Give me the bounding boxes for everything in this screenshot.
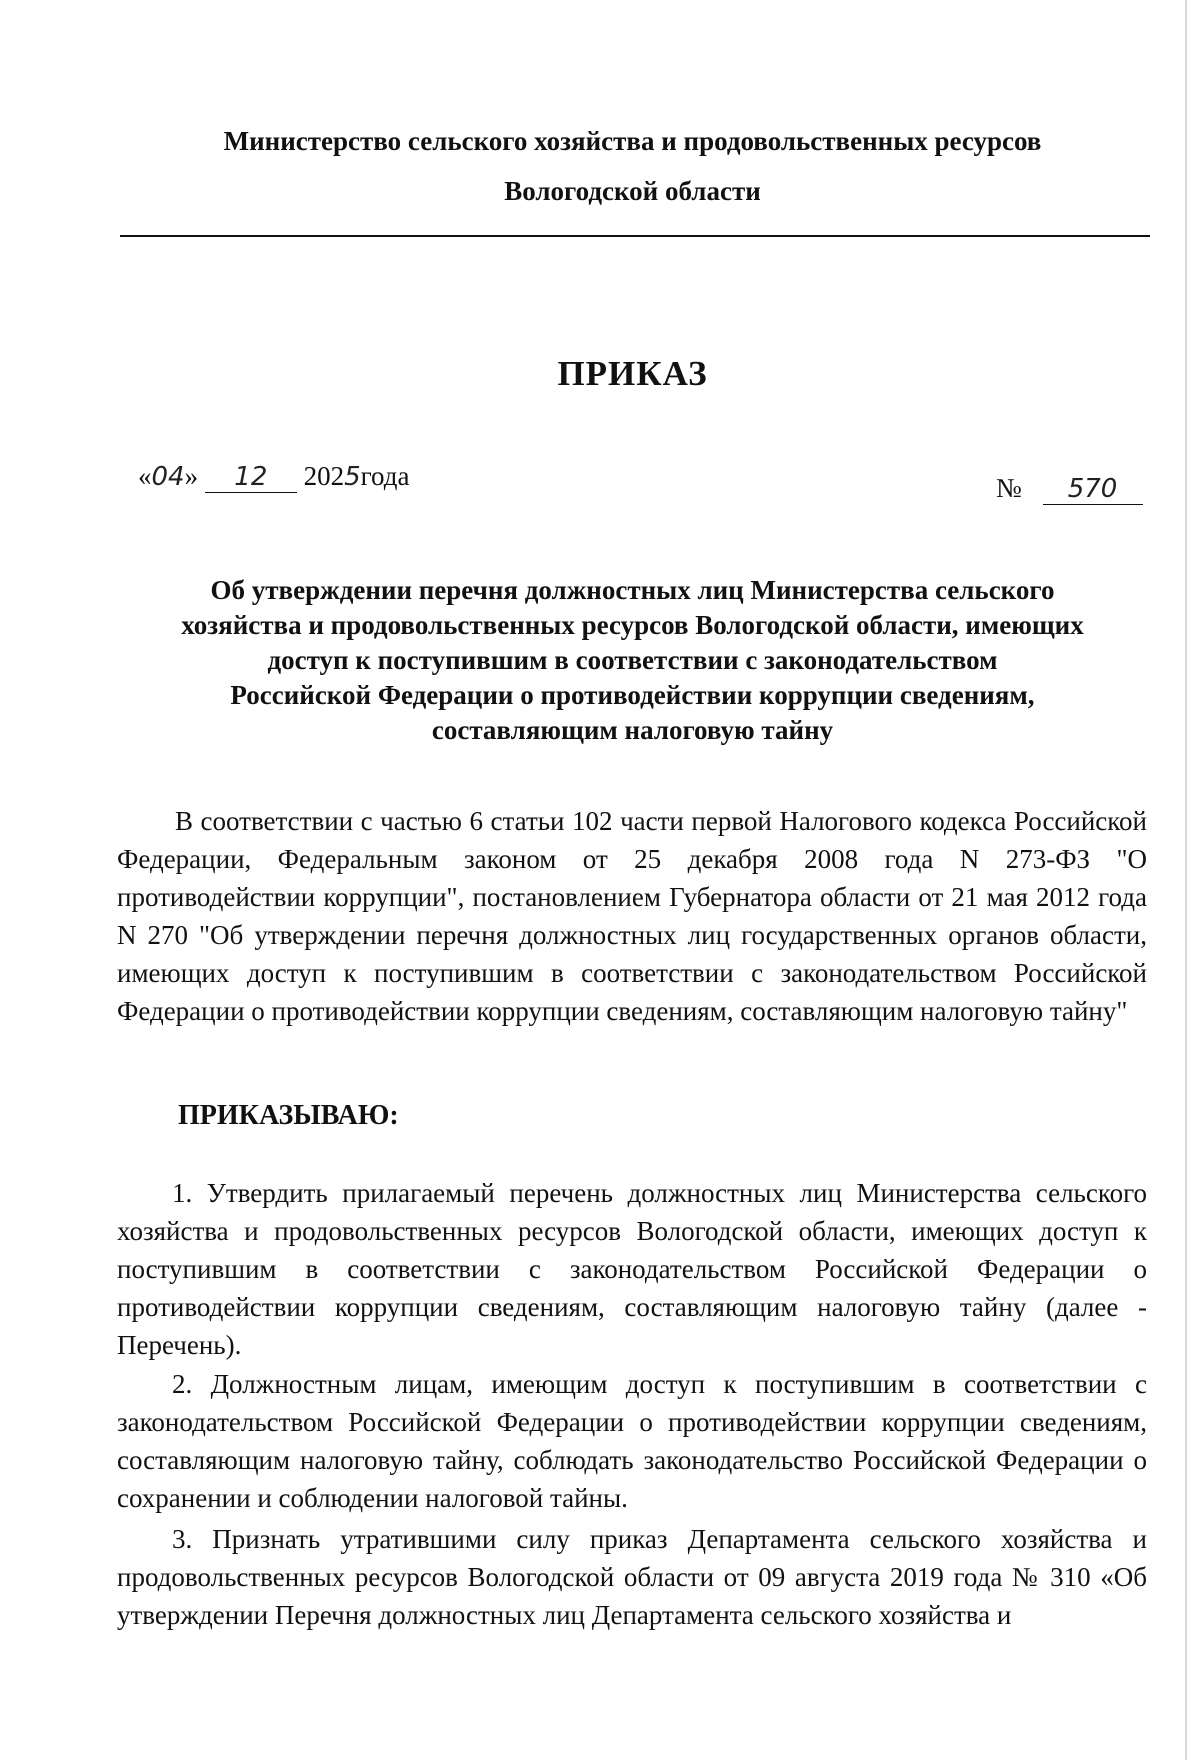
date-day-handwritten: 04 [151,462,185,492]
order-subject [120,573,1145,748]
order-directive-heading: ПРИКАЗЫВАЮ: [178,1100,399,1131]
date-open-quote: « [138,461,152,491]
organization-name-line1: Министерство сельского хозяйства и продовольственных ресурсов [223,126,1042,156]
header-divider [120,235,1150,237]
date-year-handwritten: 5 [344,462,361,492]
subject-line: составляющим налоговую тайну [431,715,834,745]
date-month-handwritten: 12 [205,462,297,493]
date-year-suffix: года [360,461,410,491]
order-item-1: 1. Утвердить прилагаемый перечень должностных лиц Министерства сельского хозяйства и продовольственных ресурсов Вологодской области, имеющих доступ к поступившим в соответствии с законодательством Российской Федерации о противодействии коррупции сведениям, составляющим налоговую тайну (далее - Перечень). [117,1178,1147,1360]
subject-line: Об утверждении перечня должностных лиц Министерства сельского [210,575,1055,605]
number-label: № [996,473,1022,503]
subject-line: доступ к поступившим в соответствии с законодательством [267,645,998,675]
order-item-2: 2. Должностным лицам, имеющим доступ к поступившим в соответствии с законодательством Российской Федерации о противодействии коррупции сведениям, составляющим налоговую тайну, соблюдать законодательство Российской Федерации о сохранении и соблюдении налоговой тайны. [117,1369,1147,1513]
page-edge-shadow [1185,0,1187,1760]
number-value-handwritten: 570 [1043,474,1143,505]
order-item-3: 3. Признать утратившими силу приказ Департамента сельского хозяйства и продовольственных ресурсов Вологодской области от 09 августа 2019 года № 310 «Об утверждении Перечня должностных лиц Департамента сельского хозяйства и [117,1524,1147,1630]
order-number [996,473,1143,505]
organization-name-line2: Вологодской области [504,176,761,206]
date-year-prefix: 202 [303,461,345,491]
order-date [138,461,410,493]
subject-line: Российской Федерации о противодействии коррупции сведениям, [230,680,1035,710]
document-title: ПРИКАЗ [557,354,708,393]
date-close-quote: » [184,461,199,491]
preamble-paragraph: В соответствии с частью 6 статьи 102 части первой Налогового кодекса Российской Федерации, Федеральным законом от 25 декабря 2008 года N 273-ФЗ "О противодействии коррупции", постановлением Губернатора области от 21 мая 2012 года N 270 "Об утверждении перечня должностных лиц государственных органов области, имеющих доступ к поступившим в соответствии с законодательством Российской Федерации о противодействии коррупции сведениям, составляющим налоговую тайну" [117,806,1147,1026]
subject-line: хозяйства и продовольственных ресурсов Вологодской области, имеющих [181,610,1084,640]
